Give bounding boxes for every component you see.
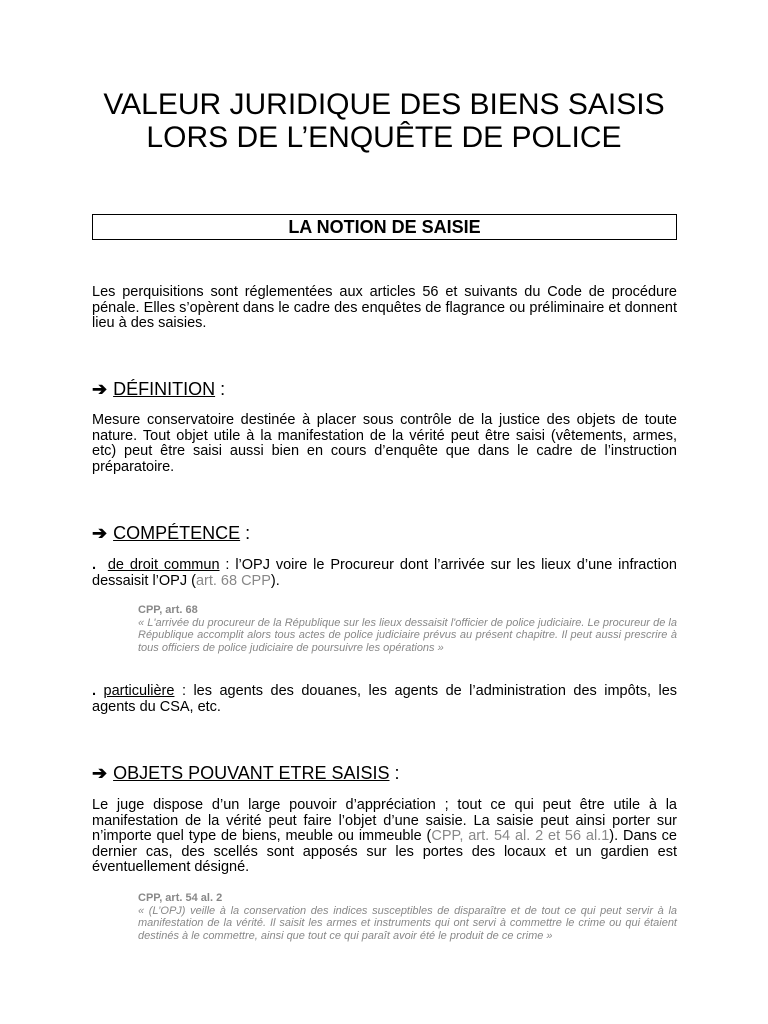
quote-title: CPP, art. 54 al. 2 bbox=[138, 892, 223, 904]
article-reference: art. 68 CPP bbox=[195, 572, 271, 589]
title-line-1: VALEUR JURIDIQUE DES BIENS SAISIS bbox=[103, 88, 665, 121]
section-heading-box bbox=[92, 214, 677, 240]
paragraph-text-end: ). Dans ce dernier cas, des scellés sont apposés sur les portes des locaux et un gardien est éventuellement désigné. bbox=[92, 828, 677, 876]
definition-heading-colon: : bbox=[215, 379, 226, 399]
legal-quote-art68 bbox=[138, 604, 677, 654]
objets-heading bbox=[92, 762, 400, 784]
article-reference: CPP, art. 54 al. 2 et 56 al.1 bbox=[431, 828, 610, 845]
definition-heading-label: DÉFINITION bbox=[113, 379, 216, 399]
document-title bbox=[60, 88, 708, 154]
competence-heading-colon: : bbox=[240, 523, 251, 543]
objets-heading-colon: : bbox=[389, 763, 400, 783]
objets-heading-label: OBJETS POUVANT ETRE SAISIS bbox=[113, 763, 390, 783]
arrow-right-icon: ➔ bbox=[92, 763, 108, 783]
quote-title: CPP, art. 68 bbox=[138, 604, 198, 616]
item-text: : l’OPJ voire le Procureur dont l’arrivée sur les lieux d’une infraction dessaisit l’OPJ ( bbox=[92, 557, 677, 589]
bullet-dot: . bbox=[92, 557, 97, 573]
item-text: : les agents des douanes, les agents de l’administration des impôts, les agents du CSA, etc. bbox=[92, 683, 678, 715]
legal-quote-art54 bbox=[138, 892, 677, 942]
paragraph-text: Le juge dispose d’un large pouvoir d’appréciation ; tout ce qui peut être utile à la manifestation de la vérité peut faire l’objet d’une saisie. La saisie peut ainsi porter sur n’importe quel type de biens, meuble ou immeuble ( bbox=[92, 797, 677, 845]
quote-text: « (L’OPJ) veille à la conservation des indices susceptibles de disparaître et de tout ce qui peut servir à la manifestation de la vérité. Il saisit les armes et instruments qui ont servi à commettre le crime ou qui étaient destinés à le commettre, ainsi que tout ce qui paraît avoir été le produit de ce crime » bbox=[138, 904, 677, 942]
arrow-right-icon: ➔ bbox=[92, 379, 108, 399]
competence-heading-label: COMPÉTENCE bbox=[113, 523, 241, 543]
competence-heading bbox=[92, 522, 250, 544]
section-heading: LA NOTION DE SAISIE bbox=[288, 217, 481, 237]
competence-item-particuliere bbox=[92, 684, 677, 715]
competence-item-droit-commun bbox=[92, 558, 677, 589]
objets-paragraph bbox=[92, 798, 677, 876]
intro-paragraph: Les perquisitions sont réglementées aux articles 56 et suivants du Code de procédure pénale. Elles s’opèrent dans le cadre des enquêtes de flagrance ou préliminaire et donnent lieu à des saisies. bbox=[92, 284, 677, 332]
bullet-dot: . bbox=[92, 683, 97, 699]
title-line-2: LORS DE L’ENQUÊTE DE POLICE bbox=[146, 121, 622, 154]
definition-heading bbox=[92, 378, 225, 400]
arrow-right-icon: ➔ bbox=[92, 523, 108, 543]
item-label: de droit commun bbox=[107, 557, 220, 573]
quote-text: « L'arrivée du procureur de la République sur les lieux dessaisit l'officier de police judiciaire. Le procureur de la République accomplit alors tous actes de police judiciaire prévus au présent chapitre. Il peut aussi prescrire à tous officiers de police judiciaire de poursuivre les opérations » bbox=[138, 616, 677, 654]
item-label: particulière bbox=[103, 683, 175, 699]
item-text-end: ). bbox=[270, 572, 280, 589]
definition-paragraph: Mesure conservatoire destinée à placer sous contrôle de la justice des objets de toute nature. Tout objet utile à la manifestation de la vérité peut être saisi (vêtements, armes, etc) peut être saisi aussi bien en cours d’enquête que dans le cadre de l’instruction préparatoire. bbox=[92, 412, 677, 475]
